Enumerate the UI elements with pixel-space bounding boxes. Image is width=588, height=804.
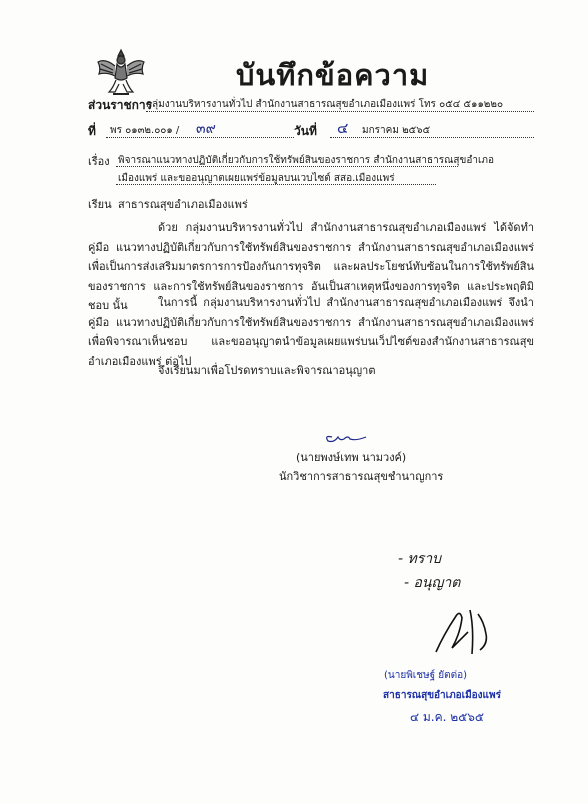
- date-value: มกราคม ๒๕๖๕: [362, 125, 431, 136]
- approver-signature: [430, 604, 496, 660]
- date-handwritten-day: ๔: [337, 119, 349, 137]
- approval-note-permitted: - อนุญาต: [404, 575, 461, 591]
- subject-underline-1: [116, 166, 458, 167]
- body-paragraph-2: [88, 293, 534, 371]
- ref-handwritten-number: ๓๙: [196, 121, 216, 137]
- closing-line: จึงเรียนมาเพื่อโปรดทราบและพิจารณาอนุญาต: [158, 364, 376, 377]
- body-paragraph-2-text: ในการนี้ กลุ่มงานบริหารงานทั่วไป สำนักงานสาธารณสุขอำเภอเมืองแพร่ จึงนำคู่มือ แนวทางปฏิบัติเกี่ยวกับการใช้ทรัพย์สินของราชการ สำนักงานสาธารณสุขอำเภอเมืองแพร่ เพื่อพิจารณาเห็นชอบ และขออนุญาตนำข้อมูลเผยแพร่บนเว็ปไซต์ของสำนักงานสาธารณสุขอำเภอเมืองแพร่ ต่อไป: [88, 296, 534, 368]
- agency-value: กลุ่มงานบริหารงานทั่วไป สำนักงานสาธารณสุขอำเภอเมืองแพร่ โทร ๐๕๔ ๕๑๑๒๒๐: [146, 99, 504, 110]
- to-value: สาธารณสุขอำเภอเมืองแพร่: [118, 198, 248, 211]
- subject-line-2: เมืองแพร่ และขออนุญาตเผยแพร่ข้อมูลบนเวบไซต์ สสอ.เมืองแพร่: [118, 173, 395, 184]
- subject-label: เรื่อง: [88, 155, 110, 168]
- stamp-approver-name: (นายพิเชษฐ์ ยัตต่อ): [384, 670, 468, 681]
- body-paragraph-1-text: ด้วย กลุ่มงานบริหารงานทั่วไป สำนักงานสาธารณสุขอำเภอเมืองแพร่ ได้จัดทำคู่มือ แนวทางปฏิบัติเกี่ยวกับการใช้ทรัพย์สินของราชการ สำนักงานสาธารณสุขอำเภอเมืองแพร่ เพื่อเป็นการส่งเสริมมาตรการการป้องกันการทุจริต และผลประโยชน์ทับซ้อนในการใช้ทรัพย์สินของราชการ และการใช้ทรัพย์สินของราชการ อันเป็นสาเหตุหนึ่งของการทุจริต และประพฤติมิชอบ นั้น: [88, 221, 534, 312]
- subject-line-1: พิจารณาแนวทางปฏิบัติเกี่ยวกับการใช้ทรัพย์สินของราชการ สำนักงานสาธารณสุขอำเภอ: [118, 155, 494, 166]
- garuda-emblem: [95, 48, 147, 98]
- stamp-date: ๔ ม.ค. ๒๕๖๕: [410, 710, 484, 724]
- agency-underline: [146, 111, 534, 112]
- stamp-approver-position: สาธารณสุขอำเภอเมืองแพร่: [383, 690, 501, 701]
- memo-title: บันทึกข้อความ: [236, 58, 430, 92]
- ref-underline: [106, 137, 294, 138]
- to-label: เรียน: [88, 198, 112, 211]
- approval-note-acknowledged: - ทราบ: [398, 551, 441, 567]
- agency-label: ส่วนราชการ: [88, 98, 153, 112]
- signature-scribble: [322, 429, 368, 445]
- subject-underline-2: [116, 184, 436, 185]
- ref-label: ที่: [88, 124, 96, 138]
- signer-name: (นายพงษ์เทพ นามวงค์): [296, 451, 407, 464]
- ref-value: พร ๐๑๓๒.๐๐๑ /: [110, 125, 180, 136]
- date-label: วันที่: [294, 124, 317, 138]
- date-underline: [330, 137, 534, 138]
- signer-position: นักวิชาการสาธารณสุขชำนาญการ: [279, 470, 444, 483]
